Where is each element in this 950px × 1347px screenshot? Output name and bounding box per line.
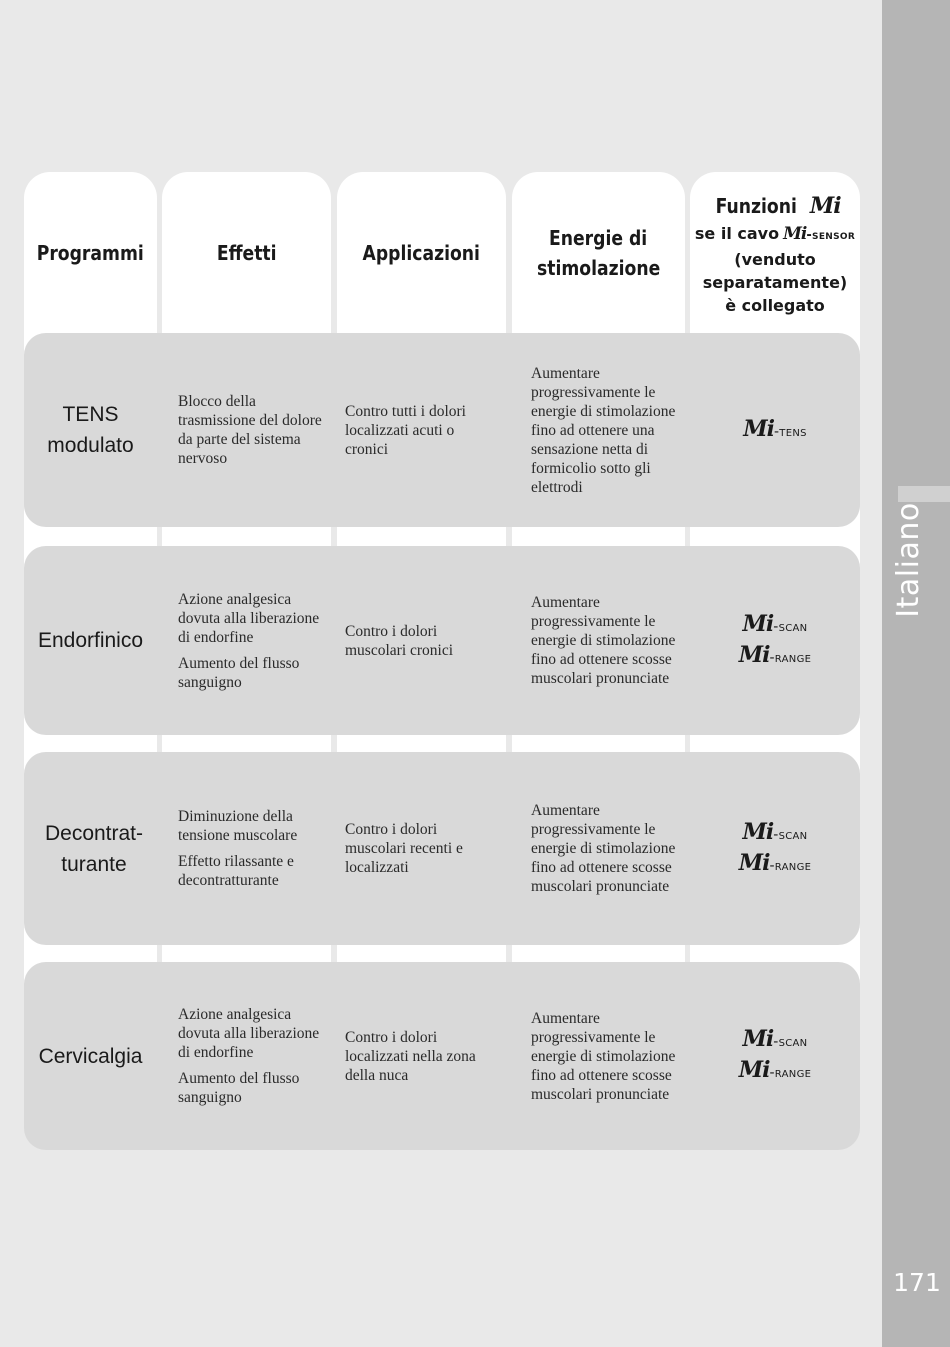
effetti-cell: Azione analgesica dovuta alla liberazione di endorfine Aumento del flusso sanguigno (178, 1006, 320, 1106)
mi-logo: Mi (743, 415, 774, 442)
side-strip (882, 0, 950, 1347)
funzioni-cell (690, 752, 860, 945)
applicazioni-cell: Contro i dolori muscolari recenti e localizzati (345, 821, 463, 876)
language-label: Italiano (890, 502, 926, 618)
effetti-cell: Azione analgesica dovuta alla liberazione di endorfine Aumento del flusso sanguigno (178, 590, 320, 691)
header-programmi: Programmi (36, 240, 145, 265)
program-name: Decontrat- turante (44, 821, 144, 876)
function-item: Mi -tens (743, 415, 807, 442)
header-applicazioni: Applicazioni (362, 240, 481, 265)
mi-logo: Mi (742, 818, 774, 845)
program-name: Cervicalgia (38, 1044, 143, 1068)
energie-cell: Aumentare progressivamente le energie di stimolazione fino ad ottenere scosse muscolari pronunciate (531, 594, 676, 687)
funzioni-cell (690, 546, 860, 735)
funzioni-cell (690, 333, 860, 527)
mi-logo: Mi (738, 849, 770, 876)
mi-logo: Mi (809, 192, 841, 219)
energie-cell: Aumentare progressivamente le energie di stimolazione fino ad ottenere una sensazione netta di formicolio sotto gli elettrodi (531, 364, 676, 496)
program-name: Endorfinico (37, 629, 144, 652)
applicazioni-cell: Contro i dolori muscolari cronici (345, 622, 454, 659)
program-name: TENS modulato (47, 403, 134, 457)
mi-logo: Mi (738, 641, 770, 668)
applicazioni-cell: Contro tutti i dolori localizzati acuti o cronici (345, 402, 466, 458)
header-funzioni: Funzioni Mi se il cavo Mi -sensor (venduto separatamente) è collegato (690, 178, 860, 328)
function-item: Mi -scan (742, 610, 808, 637)
effetti-cell: Blocco della trasmissione del dolore da parte del sistema nervoso (178, 393, 322, 467)
funzioni-cell (690, 962, 860, 1150)
function-item: Mi -range (738, 1057, 812, 1083)
function-item: Mi -scan (742, 1026, 808, 1052)
header-effetti: Effetti (216, 240, 277, 265)
page-number: 171 (893, 1268, 941, 1297)
mi-logo: Mi (783, 223, 807, 244)
mi-logo: Mi (738, 1057, 770, 1083)
effetti-cell: Diminuzione della tensione muscolare Effetto rilassante e decontratturante (178, 808, 298, 889)
energie-cell: Aumentare progressivamente le energie di stimolazione fino ad ottenere scosse muscolari pronunciate (531, 1009, 676, 1103)
function-item: Mi -range (738, 849, 812, 876)
mi-logo: Mi (742, 610, 774, 637)
mi-logo: Mi (742, 1026, 774, 1052)
side-tab-marker (898, 486, 950, 502)
function-item: Mi -scan (742, 818, 808, 845)
energie-cell: Aumentare progressivamente le energie di stimolazione fino ad ottenere scosse muscolari pronunciate (531, 802, 676, 895)
header-energie: Energie di stimolazione (536, 225, 661, 280)
applicazioni-cell: Contro i dolori localizzati nella zona della nuca (345, 1028, 476, 1084)
function-item: Mi -range (738, 641, 812, 668)
